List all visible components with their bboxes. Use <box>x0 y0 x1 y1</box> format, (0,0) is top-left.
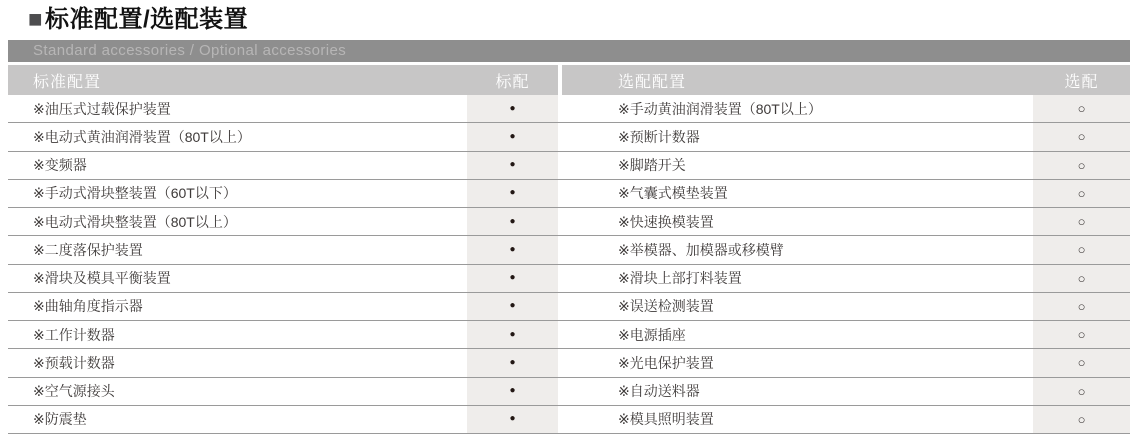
optional-mark-cell <box>1033 180 1130 208</box>
optional-mark-cell <box>1033 208 1130 236</box>
table-body <box>8 95 1130 434</box>
standard-mark-cell <box>467 349 558 377</box>
page-title <box>28 3 1130 37</box>
table-row <box>8 378 1130 406</box>
standard-item-cell: ※电动式滑块整装置（80T以上） <box>8 208 467 236</box>
standard-mark-cell <box>467 95 558 123</box>
filled-dot-icon: ● <box>509 413 516 425</box>
header-optional-items: 选配配置 <box>618 73 687 91</box>
optional-mark-cell <box>1033 406 1130 434</box>
standard-item-cell: ※滑块及模具平衡装置 <box>8 265 467 293</box>
filled-dot-icon: ● <box>509 300 516 312</box>
filled-dot-icon: ● <box>509 187 516 199</box>
subtitle-bar: Standard accessories / Optional accessories <box>8 40 1130 62</box>
header-standard-section <box>8 65 558 95</box>
open-circle-icon: ○ <box>1077 383 1086 399</box>
filled-dot-icon: ● <box>509 385 516 397</box>
optional-mark-cell <box>1033 293 1130 321</box>
filled-dot-icon: ● <box>509 243 516 255</box>
optional-item-cell: ※手动黄油润滑装置（80T以上） <box>558 95 1033 123</box>
header-standard-items: 标准配置 <box>33 73 102 91</box>
standard-mark-cell <box>467 378 558 406</box>
standard-item-cell: ※防震垫 <box>8 406 467 434</box>
open-circle-icon: ○ <box>1077 270 1086 286</box>
table-row <box>8 406 1130 434</box>
standard-item-cell: ※油压式过载保护装置 <box>8 95 467 123</box>
filled-dot-icon: ● <box>509 159 516 171</box>
filled-dot-icon: ● <box>509 272 516 284</box>
optional-mark-cell <box>1033 321 1130 349</box>
standard-mark-cell <box>467 406 558 434</box>
optional-item-cell: ※举模器、加模器或移模臂 <box>558 236 1033 264</box>
table-row <box>8 349 1130 377</box>
open-circle-icon: ○ <box>1077 157 1086 173</box>
optional-item-cell: ※模具照明装置 <box>558 406 1033 434</box>
open-circle-icon: ○ <box>1077 242 1086 258</box>
optional-mark-cell <box>1033 123 1130 151</box>
filled-dot-icon: ● <box>509 215 516 227</box>
optional-item-cell: ※滑块上部打料装置 <box>558 265 1033 293</box>
optional-item-cell: ※脚踏开关 <box>558 152 1033 180</box>
table-row <box>8 180 1130 208</box>
standard-mark-cell <box>467 321 558 349</box>
standard-item-cell: ※手动式滑块整装置（60T以下） <box>8 180 467 208</box>
open-circle-icon: ○ <box>1077 129 1086 145</box>
optional-mark-cell <box>1033 95 1130 123</box>
standard-mark-cell <box>467 180 558 208</box>
open-circle-icon: ○ <box>1077 185 1086 201</box>
optional-mark-cell <box>1033 265 1130 293</box>
filled-dot-icon: ● <box>509 328 516 340</box>
standard-mark-cell <box>467 152 558 180</box>
filled-dot-icon: ● <box>509 130 516 142</box>
header-standard-mark: 标配 <box>495 73 530 91</box>
standard-item-cell: ※曲轴角度指示器 <box>8 293 467 321</box>
optional-item-cell: ※快速换模装置 <box>558 208 1033 236</box>
standard-mark-cell <box>467 123 558 151</box>
open-circle-icon: ○ <box>1077 411 1086 427</box>
standard-item-cell: ※二度落保护装置 <box>8 236 467 264</box>
optional-mark-cell <box>1033 378 1130 406</box>
open-circle-icon: ○ <box>1077 298 1086 314</box>
optional-mark-cell <box>1033 349 1130 377</box>
standard-item-cell: ※变频器 <box>8 152 467 180</box>
optional-item-cell: ※误送检测装置 <box>558 293 1033 321</box>
filled-dot-icon: ● <box>509 356 516 368</box>
optional-item-cell: ※电源插座 <box>558 321 1033 349</box>
open-circle-icon: ○ <box>1077 101 1086 117</box>
standard-mark-cell <box>467 293 558 321</box>
table-row <box>8 236 1130 264</box>
open-circle-icon: ○ <box>1077 355 1086 371</box>
table-row <box>8 152 1130 180</box>
optional-mark-cell <box>1033 236 1130 264</box>
optional-item-cell: ※气囊式模垫装置 <box>558 180 1033 208</box>
standard-mark-cell <box>467 265 558 293</box>
table-row <box>8 208 1130 236</box>
table-row <box>8 293 1130 321</box>
standard-item-cell: ※空气源接头 <box>8 378 467 406</box>
page-title-text: 标准配置/选配装置 <box>45 6 249 33</box>
table-row <box>8 265 1130 293</box>
standard-mark-cell <box>467 236 558 264</box>
standard-item-cell: ※预载计数器 <box>8 349 467 377</box>
header-optional-mark: 选配 <box>1064 73 1099 91</box>
table-row <box>8 123 1130 151</box>
open-circle-icon: ○ <box>1077 327 1086 343</box>
filled-dot-icon: ● <box>509 102 516 114</box>
header-optional-section <box>562 65 1130 95</box>
table-row <box>8 95 1130 123</box>
optional-item-cell: ※自动送料器 <box>558 378 1033 406</box>
table-header-row <box>8 65 1130 95</box>
standard-mark-cell <box>467 208 558 236</box>
optional-item-cell: ※预断计数器 <box>558 123 1033 151</box>
table-row <box>8 321 1130 349</box>
standard-item-cell: ※电动式黄油润滑装置（80T以上） <box>8 123 467 151</box>
optional-mark-cell <box>1033 152 1130 180</box>
standard-item-cell: ※工作计数器 <box>8 321 467 349</box>
open-circle-icon: ○ <box>1077 214 1086 230</box>
title-square-icon: ■ <box>28 6 43 33</box>
optional-item-cell: ※光电保护装置 <box>558 349 1033 377</box>
